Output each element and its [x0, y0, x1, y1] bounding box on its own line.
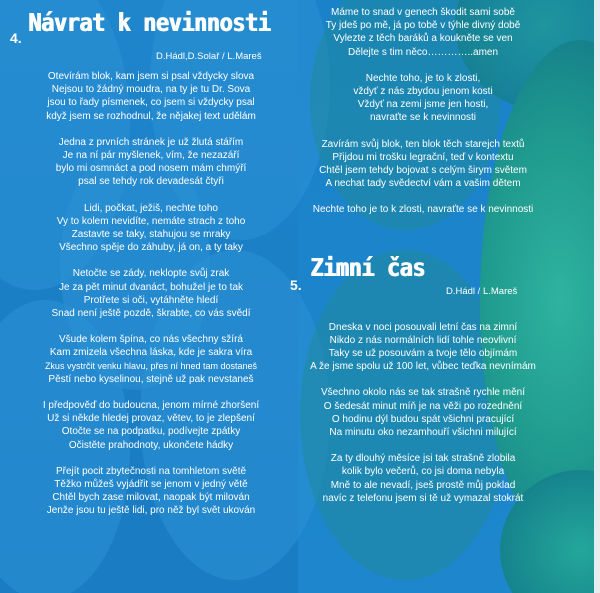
- lyric-line: Nejsou to žádný moudra, na ty je tu Dr. Sova: [51, 84, 251, 96]
- lyric-line: Přejít pocit zbytečnosti na tomhletom světě: [55, 465, 247, 477]
- lyric-line: A že jsme spolu už 100 let, vůbec teďka nevnímám: [310, 361, 536, 373]
- song4-title: Návrat k nevinnosti: [28, 9, 271, 38]
- song4-chorus: [300, 72, 546, 125]
- lyric-line: Vy to kolem nevidíte, nemáte strach z toho: [56, 215, 246, 227]
- lyric-line: Lidi, počkat, ježiš, nechte toho: [84, 202, 218, 214]
- song4-stanza-3: [8, 202, 294, 255]
- lyric-line: Je na ní pár myšlenek, vím, že nezazáří: [62, 150, 240, 162]
- lyric-line: Vždyť na zemi jsme jen hosti,: [357, 99, 489, 111]
- lyric-line: navíc z telefonu jsem si tě už vymazal stokrát: [322, 492, 524, 504]
- lyric-line: kolik bylo večerů, co jsi doma nebyla: [341, 466, 505, 478]
- song5-title: Zimní čas: [310, 253, 425, 283]
- lyric-line: Všechno okolo nás se tak strašně rychle mění: [321, 387, 525, 399]
- lyric-line: Už si někde hledej provaz, větev, to je zlepšení: [47, 413, 255, 425]
- song5-credits: D.Hádl / L.Mareš: [446, 285, 518, 297]
- lyric-line: Snad není ještě pozdě, škrabte, co vás svědí: [51, 308, 251, 320]
- song4-stanza-4: [8, 267, 294, 320]
- lyric-line: Nikdo z nás normálních lidí tohle neovlivní: [329, 334, 517, 346]
- lyric-line: vždyť z nás zbydou jenom kosti: [353, 86, 493, 98]
- lyric-line: Jedna z prvních stránek je už žlutá stářím: [58, 136, 244, 148]
- lyric-line: Chtěl bych zase milovat, naopak být milován: [52, 492, 250, 504]
- song4-stanza-8: [300, 6, 546, 59]
- lyric-line: navraťte se k nevinnosti: [369, 112, 477, 124]
- lyric-line: A nechat tady svědectví vám a vašim dětem: [325, 178, 521, 190]
- lyric-line: Zkus vystrčit venku hlavu, přes ní hned tam dostaneš: [44, 360, 258, 371]
- lyric-line: Přijdou mi trošku legrační, teď v kontextu: [332, 151, 514, 163]
- song5-stanza-3: [300, 452, 546, 505]
- lyric-line: Mně to ale nevadí, jseš prostě můj poklad: [330, 479, 516, 491]
- lyric-line: psal se tehdy rok devadesát čtyři: [78, 176, 224, 188]
- lyric-line: Těžko můžeš vyjádřit se jenom v jedný větě: [54, 479, 248, 491]
- song4-outro: [300, 203, 546, 216]
- page-edge: [594, 0, 600, 593]
- song4-stanza-6: [8, 399, 294, 452]
- lyric-line: jsou to řady písmenek, co jsem si vždycky psal: [47, 97, 255, 109]
- lyric-line: když jsem se rozhodnul, že nějakej text udělám: [46, 110, 256, 122]
- lyric-line: Zavírám svůj blok, ten blok těch starejch textů: [321, 138, 525, 150]
- lyric-line: Dneska v noci posouvali letní čas na zimní: [328, 321, 518, 333]
- lyric-line: Kam zmizela všechna láska, kde je sakra víra: [49, 347, 253, 359]
- song5-stanza-1: [300, 321, 546, 374]
- lyric-line: Nechte toho, je to k zlosti,: [365, 72, 481, 84]
- lyric-line: Otočte se na podpatku, podívejte zpátky: [61, 426, 241, 438]
- lyric-line: bylo mi osmnáct a pod nosem mám chmýří: [55, 163, 247, 175]
- lyric-line: Máme to snad v genech škodit sami sobě: [331, 7, 515, 18]
- left-column: [8, 6, 294, 531]
- lyric-line: Otevírám blok, kam jsem si psal vždycky slova: [47, 71, 255, 82]
- song4-stanza-9: [300, 138, 546, 191]
- lyric-line: O hodinu dýl budou spát všichni pracující: [331, 413, 515, 425]
- lyric-line: Očistěte prahodnoty, ukončete hádky: [68, 439, 234, 451]
- lyric-line: I předpověď do budoucna, jenom mírné zhoršení: [42, 400, 260, 412]
- lyric-line: Jenže jsou tu ještě lidi, pro něž byl svět ukován: [46, 505, 256, 517]
- lyric-line: Taky se už posouvám a tvoje tělo objímám: [328, 348, 518, 360]
- lyric-line: Dělejte s tim něco…………..amen: [347, 46, 499, 58]
- lyric-line: Za ty dlouhý měsíce jsi tak strašně zlobila: [330, 453, 516, 465]
- lyric-line: Netočte se zády, neklopte svůj zrak: [72, 268, 230, 280]
- lyric-line: Chtěl jsem tehdy bojovat s celým širym světem: [319, 165, 527, 177]
- lyric-line: Protřete si oči, vytáhněte hledí: [83, 294, 219, 306]
- song4-credits: D.Hádl,D.Solař / L.Mareš: [156, 51, 262, 62]
- lyric-line: Pěstí nebo kyselinou, stejně už pak nevstaneš: [48, 373, 254, 385]
- song4-header: [8, 6, 294, 62]
- lyric-line: Ty jdeš po mě, já po tobě v týhle divný době: [325, 20, 521, 32]
- lyric-line: O šedesát minut míň je na věži po rozednění: [323, 400, 523, 412]
- lyric-line: Vylezte z těch baráků a koukněte se ven: [333, 33, 513, 45]
- lyric-line: Všechno spěje do záhuby, já on, a ty taky: [59, 242, 243, 254]
- song4-stanza-2: [8, 136, 294, 189]
- lyric-line: Všude kolem špína, co nás všechny sžírá: [59, 334, 243, 346]
- lyric-line: Nechte toho je to k zlosti, navraťte se k nevinnosti: [312, 204, 534, 216]
- lyric-line: Zastavte se taky, stahujou se mraky: [71, 229, 231, 241]
- right-column: [290, 6, 546, 518]
- song4-stanza-5: [8, 333, 294, 386]
- song4-number: 4.: [10, 30, 22, 46]
- song5-stanza-2: [300, 386, 546, 439]
- song5-number: 5.: [290, 276, 302, 293]
- song4-stanza-1: [8, 70, 294, 123]
- song4-stanza-7: [8, 465, 294, 518]
- lyric-line: Je za pět minut dvanáct, bohužel je to tak: [59, 281, 243, 293]
- lyric-line: Na minutu oko nezamhouří všichni milující: [329, 427, 517, 439]
- song5-header: [290, 253, 546, 321]
